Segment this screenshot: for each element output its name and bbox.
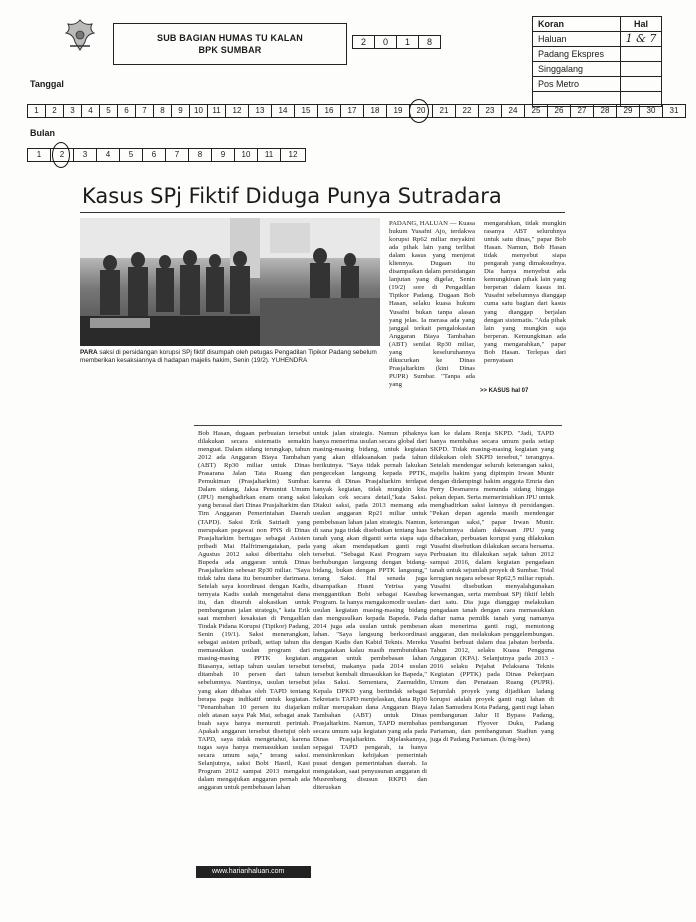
tanggal-day-number: 24 — [508, 106, 518, 115]
tanggal-day-number: 31 — [669, 106, 679, 115]
bulan-month-number: 11 — [264, 150, 274, 159]
newspaper-name: Haluan — [533, 32, 621, 46]
bulan-grid — [27, 148, 305, 162]
bulan-month-number: 10 — [241, 150, 251, 159]
year-digit-box: 1 — [396, 35, 419, 49]
tanggal-day-number: 2 — [52, 106, 57, 115]
bulan-month-box — [50, 148, 74, 162]
tanggal-day-box — [340, 104, 364, 118]
newspaper-name: Padang Ekspres — [533, 47, 621, 61]
tanggal-day-box — [547, 104, 571, 118]
tanggal-day-number: 28 — [600, 106, 610, 115]
tanggal-day-number: 20 — [416, 106, 426, 115]
headline-rule — [80, 212, 565, 213]
bulan-month-number: 4 — [105, 150, 111, 159]
bulan-month-number: 12 — [288, 150, 298, 159]
tanggal-day-box — [171, 104, 190, 118]
koran-header: Koran — [533, 17, 621, 31]
tanggal-day-box — [248, 104, 272, 118]
tanggal-day-box — [207, 104, 226, 118]
bulan-month-box — [73, 148, 97, 162]
tanggal-day-box — [616, 104, 640, 118]
tanggal-day-number: 8 — [160, 106, 165, 115]
tanggal-day-number: 26 — [554, 106, 564, 115]
tanggal-day-box — [386, 104, 410, 118]
tanggal-day-box — [63, 104, 82, 118]
tanggal-day-number: 11 — [212, 106, 221, 115]
tanggal-day-box — [317, 104, 341, 118]
tanggal-day-number: 10 — [194, 106, 203, 115]
article-column-1: PADANG, HALUAN — Kuasa hukum Yusafni Ajo, terdakwa korupsi Rp62 miliar meyakini ada pihak lain yang terlibat dalam kasus yang menjerat kliennya. Dugaan itu disampaikan dalam persidangan lanjutan yang digelar, Senin (19/2) sore di Pengadilan Tipikor Padang. Dugaan Bob Hasan, selaku kuasa hukum Yusafni bukan tanpa alasan yang jelas. Ia merasa ada yang janggal terkait pengalokasian Anggaran Biaya Tambahan (ABT) senilai Rp30 miliar, yang keseluruhannya dikucurkan ke Dinas Prasjaltarkim (kini Dinas PUPR) Sumbar. "Tanpa ada yang — [389, 220, 475, 388]
tanggal-day-number: 17 — [347, 106, 357, 115]
garuda-emblem-logo — [60, 16, 100, 56]
tanggal-day-number: 27 — [577, 106, 587, 115]
courtroom-photo-illustration — [80, 218, 380, 346]
bulan-month-number: 3 — [82, 150, 88, 159]
newspaper-row — [533, 62, 661, 77]
tanggal-day-number: 13 — [255, 106, 265, 115]
bulan-month-box — [257, 148, 281, 162]
newspaper-table-header — [533, 17, 661, 32]
tanggal-day-number: 22 — [462, 106, 472, 115]
tanggal-day-number: 3 — [70, 106, 75, 115]
tanggal-day-number: 30 — [646, 106, 656, 115]
tanggal-day-box — [363, 104, 387, 118]
caption-lead: PARA — [80, 349, 98, 356]
tanggal-day-number: 14 — [278, 106, 288, 115]
continuation-column-1: Bob Hasan, dugaan perbuatan tersebut dilakukan secara sistematis semakin menguat. Dalam sidang terungkap, tahun 2012 ada Anggaran Biaya Tambahan (ABT) Rp30 miliar untuk Dinas Prasarana Jalan Tata Ruang dan Pemukiman (Prasjaltarkim) Sumbar. Dalam sidang, Jaksa Penuntut Umum (JPU) menghadirkan enam orang saksi yang berasal dari Dinas Prasjaltarkim dan Tim Anggaran Pemerintahan Daerah (TAPD). Saksi Erik Satriadi yang merupakan pegawai non PNS di Dinas Prasjaltarkim bertugas sebagai Asisten pribadi Mai Halfrimengatakan, pada Agustus 2012 saksi diberitahu oleh Bupeda ada anggaran untuk Dinas Prasjaltarkim sebesar Rp30 miliar. "Saya tidak tahu dana itu bersumber darimana. Setelah saya koordinasi dengan Kadis, ternyata Kadis sudah mengetahui dana itu, dan disuruh alokasikan untuk pembangunan jalan strategis," kata Erik saat memberi kesaksian di Pengadilan Tindak Pidana Korupsi (Tipikor) Padang, Senin (19/1). Saksi menerangkan, sebagai asisten pribadi, setiap tahun dia memasukkan usulan program dari masing-masing PPTK kegiatan. Biasanya, setiap tahun usulan tersebut ditambah 10 persen dari tahun sebelumnya. Nantinya, usulan tersebut yang akan dibahas oleh TAPD tentang berapa pagu indikatif untuk kegiatan. "Penambahan 10 persen itu diajarkan oleh atasan saya Pak Mai, sebagai anak buah saya hanya menuruti perintah. Apakah anggaran tersebut disetujui oleh TAPD, saya tidak mengetahui, karena tugas saya hanya memasukkan usulan secara umum saja," terang saksi. Selanjutnya, saksi Bobi Hasril, Kasi Program 2012 sampai 2013 mengakui dalam mengajukan anggaran pernah ada anggaran untuk pembebasan lahan — [198, 430, 310, 792]
tanggal-day-number: 5 — [106, 106, 111, 115]
org-header — [113, 23, 347, 65]
tanggal-day-box — [225, 104, 249, 118]
bulan-month-box — [119, 148, 143, 162]
newspaper-row — [533, 32, 661, 47]
tanggal-day-box — [570, 104, 594, 118]
newspaper-name: Singgalang — [533, 62, 621, 76]
tanggal-label: Tanggal — [30, 79, 64, 89]
hal-cell — [621, 47, 661, 61]
tanggal-day-box — [99, 104, 118, 118]
tanggal-day-number: 12 — [232, 106, 242, 115]
tanggal-day-box — [409, 104, 433, 118]
courtroom-photo — [80, 218, 380, 346]
hal-cell — [621, 62, 661, 76]
tanggal-day-number: 4 — [88, 106, 93, 115]
tanggal-day-box — [117, 104, 136, 118]
tanggal-day-number: 7 — [142, 106, 147, 115]
continuation-column-2: untuk jalan strategis. Namun pihaknya hanya menerima usulan secara global dari masing-masing bidang, untuk kegiatan yang akan dilaksanakan pada tahun berikutnya. "Saya tidak pernah lakukan pengecekan langsung kepada PPTK, karena di Dinas Prasjaltarkim terdapat banyak kegiatan, tidak mungkin kita lakukan cek secara detail,"kata Saksi. Diakui saksi, pada 2013 memang ada usulan anggaran Rp21 miliar untuk pembebasan lahan jalan strategis. Namun, di sana juga tidak disebutkan tentang luas tanah yang akan diganti serta siapa saja yang akan mendapatkan ganti rugi tersebut. "Sebagai Kasi Program saya berhubungan langsung dengan bidang-bidang, bukan dengan PPTK langsung," terang Saksi. Hal senada juga disampaikan Husni Yetrisa yang menggantikan Bobi sebagai Kasubag Program. Ia hanya mengakomodir usulan-usulan kegiatan masing-masing bidang dan mengusulkan kepada Bapeda. Pada 2014 juga ada usulan untuk pembesan lahan. "Saya langsung berkoordinasi dengan Kadis dan Kabid Teknis. Mereka mengatakan kalau masih membutuhkan anggaran untuk pembebasan lahan tersebut, makanya pada 2014 usulan tersebut kembali dimasukkan ke Bapeda," jelas Saksi. Sementara, Zaenuddin, Kepala DPKD yang bertindak sebagai Sekretaris TAPD menjelaskan, dana Rp30 miliar merupakan dana Anggaran Biaya Tambahan (ABT) untuk Dinas Prasjaltarkim. Namun, TAPD membahas secara umum saja kegiatan yang ada pada Dinas Prasjaltarkim. Dijelaskannya, sepagai TAPD pengarah, ia hanya mensinkronkan kebijakan pemerintah pusat dengan pemerintahan daerah. Ia mengatakan, saat penyusunan anggaran di Musrenbang disusun RKPD dan diteruskan — [313, 430, 427, 792]
tanggal-day-box — [501, 104, 525, 118]
tanggal-day-number: 19 — [393, 106, 403, 115]
tanggal-day-box — [135, 104, 154, 118]
tanggal-day-box — [189, 104, 208, 118]
article-headline: Kasus SPj Fiktif Diduga Punya Sutradara — [82, 184, 502, 208]
tanggal-day-box — [27, 104, 46, 118]
tanggal-day-box — [271, 104, 295, 118]
bulan-month-box — [27, 148, 51, 162]
bulan-month-box — [96, 148, 120, 162]
bulan-month-box — [142, 148, 166, 162]
bulan-month-number: 5 — [128, 150, 134, 159]
tanggal-day-box — [524, 104, 548, 118]
tanggal-day-number: 29 — [623, 106, 633, 115]
tanggal-selected-circle — [409, 99, 429, 123]
continuation-column-3: kan ke dalam Renja SKPD. "Jadi, TAPD hanya membahas secara umum pada setiap SKPD. Tidak masing-masing kegiatan yang dilakukan oleh SKPD tersebut," terangnya. Setelah mendengar seluruh keterangan saksi, majelis hakim yang dipimpin Irwan Munir dengan didampingi hakim anggota Emria dan Perry Desmarera menunda sidang hingga pekan depan. Serta memerintahkan JPU untuk menghadirkan saksi lainnya di persidangan. "Pekan depan agenda masih mendengar keterangan saksi," papar Irwan Munir. Sebelumnya dalam dakwaan JPU yang dibacakan, perbuatan korupsi yang dilakukan Yusafni disebutkan dilakukan secara bersama. Perbuatan itu dilakukan sejak tahun 2012 sampai 2016, dalam kegiatan pengadaan tanah untuk sejumlah proyek di Sumbar. Total kerugian negara sebesar Rp62,5 miliar rupiah. Yusafni disebutkan menyalahgunakan kewenangan, serta membuat SPj fiktif lebih dari satu. Dia juga dianggap melakukan pengadaan tanah dengan cara memasukkan daftar nama pemilik tanah yang namanya akan menerima ganti rugi, memotong anggaran, dan melakukan penggelembungan. Yusafni berbuat dalam dua jabatan berbeda. Tahun 2012, selaku Kuasa Pengguna Anggaran (KPA). Selanjutnya pada 2013 - 2016 selaku Pejabat Pelaksana Teknis Kegiatan (PPTK) pada Dinas Pekerjaan Umum dan Penataan Ruang (PUPR). Sejumlah proyek yang dijadikan ladang korupsi adalah proyek ganti rugi lahan di Jalan Samudera Kota Padang, ganti rugi lahan pembangunan Jalur II Bypass Padang, pembangunan Flyover Duku, Padang Pariaman, dan pembangunan Stadiun yang juga di Padang Pariaman. (h/mg-ben) — [430, 430, 554, 743]
tanggal-day-number: 9 — [178, 106, 183, 115]
bulan-label: Bulan — [30, 128, 56, 138]
org-line-1: SUB BAGIAN HUMAS TU KALAN — [157, 33, 303, 43]
tanggal-day-box — [478, 104, 502, 118]
tanggal-day-box — [639, 104, 663, 118]
tanggal-day-number: 25 — [531, 106, 541, 115]
hal-cell — [621, 77, 661, 91]
tanggal-day-box — [593, 104, 617, 118]
newspaper-name: Pos Metro — [533, 77, 621, 91]
photo-caption — [80, 349, 385, 365]
org-line-2: BPK SUMBAR — [198, 45, 262, 55]
bulan-month-box — [280, 148, 306, 162]
year-boxes — [352, 35, 440, 49]
tanggal-day-box — [153, 104, 172, 118]
bulan-month-number: 2 — [59, 150, 65, 159]
continued-marker: >> KASUS hal 07 — [480, 388, 529, 394]
bulan-month-number: 7 — [174, 150, 180, 159]
bulan-month-number: 1 — [36, 150, 42, 159]
tanggal-day-box — [45, 104, 64, 118]
caption-text: saksi di persidangan korupsi SPj fiktif disumpah oleh petugas Pengadilan Tipikor Padang sebelum memberikan kesaksiannya di hadapan majelis hakim, Senin (19/2). YUHENDRA — [80, 349, 377, 364]
bulan-month-number: 8 — [197, 150, 203, 159]
hal-header: Hal — [633, 19, 648, 29]
tanggal-day-number: 15 — [301, 106, 311, 115]
newspaper-table — [532, 16, 662, 107]
bulan-month-box — [234, 148, 258, 162]
tanggal-day-number: 16 — [324, 106, 334, 115]
tanggal-day-number: 6 — [124, 106, 129, 115]
tanggal-grid — [27, 104, 685, 118]
tanggal-day-box — [81, 104, 100, 118]
tanggal-day-box — [455, 104, 479, 118]
bulan-month-number: 6 — [151, 150, 157, 159]
bulan-month-box — [211, 148, 235, 162]
tanggal-day-box — [294, 104, 318, 118]
tanggal-day-box — [432, 104, 456, 118]
newspaper-row — [533, 77, 661, 92]
tanggal-day-number: 23 — [485, 106, 495, 115]
bulan-month-number: 9 — [220, 150, 226, 159]
bulan-month-box — [165, 148, 189, 162]
year-digit-box: 8 — [418, 35, 441, 49]
year-digit-box: 2 — [352, 35, 375, 49]
tanggal-day-number: 18 — [370, 106, 380, 115]
website-footer: www.harianhaluan.com — [196, 866, 311, 878]
tanggal-day-box — [662, 104, 686, 118]
article-column-2: mengarahkan, tidak mungkin rasanya ABT seluruhnya untuk satu dinas," papar Bob Hasan. Namun, Bob Hasan tidak menyebut siapa pengarah yang dimaksudnya. Dia hanya menyebut ada kemungkinan pihak lain yang berperan dalam kasus ini. Yusafni sebelumnya dianggap cuma satu bagian dari kasus yang dianggap berjalan dengan sistematis. "Ada pihak lain yang mungkin saja berperan. Kemungkinan ada yang mengarahkan," papar Bob Hasan. Terlepas dari pernyataan — [484, 220, 566, 364]
year-digit-box: 0 — [374, 35, 397, 49]
tanggal-day-number: 1 — [34, 106, 39, 115]
tanggal-day-number: 21 — [439, 106, 449, 115]
bulan-selected-circle — [52, 142, 70, 168]
hal-value: 1 & 7 — [625, 32, 657, 45]
bulan-month-box — [188, 148, 212, 162]
newspaper-row — [533, 47, 661, 62]
